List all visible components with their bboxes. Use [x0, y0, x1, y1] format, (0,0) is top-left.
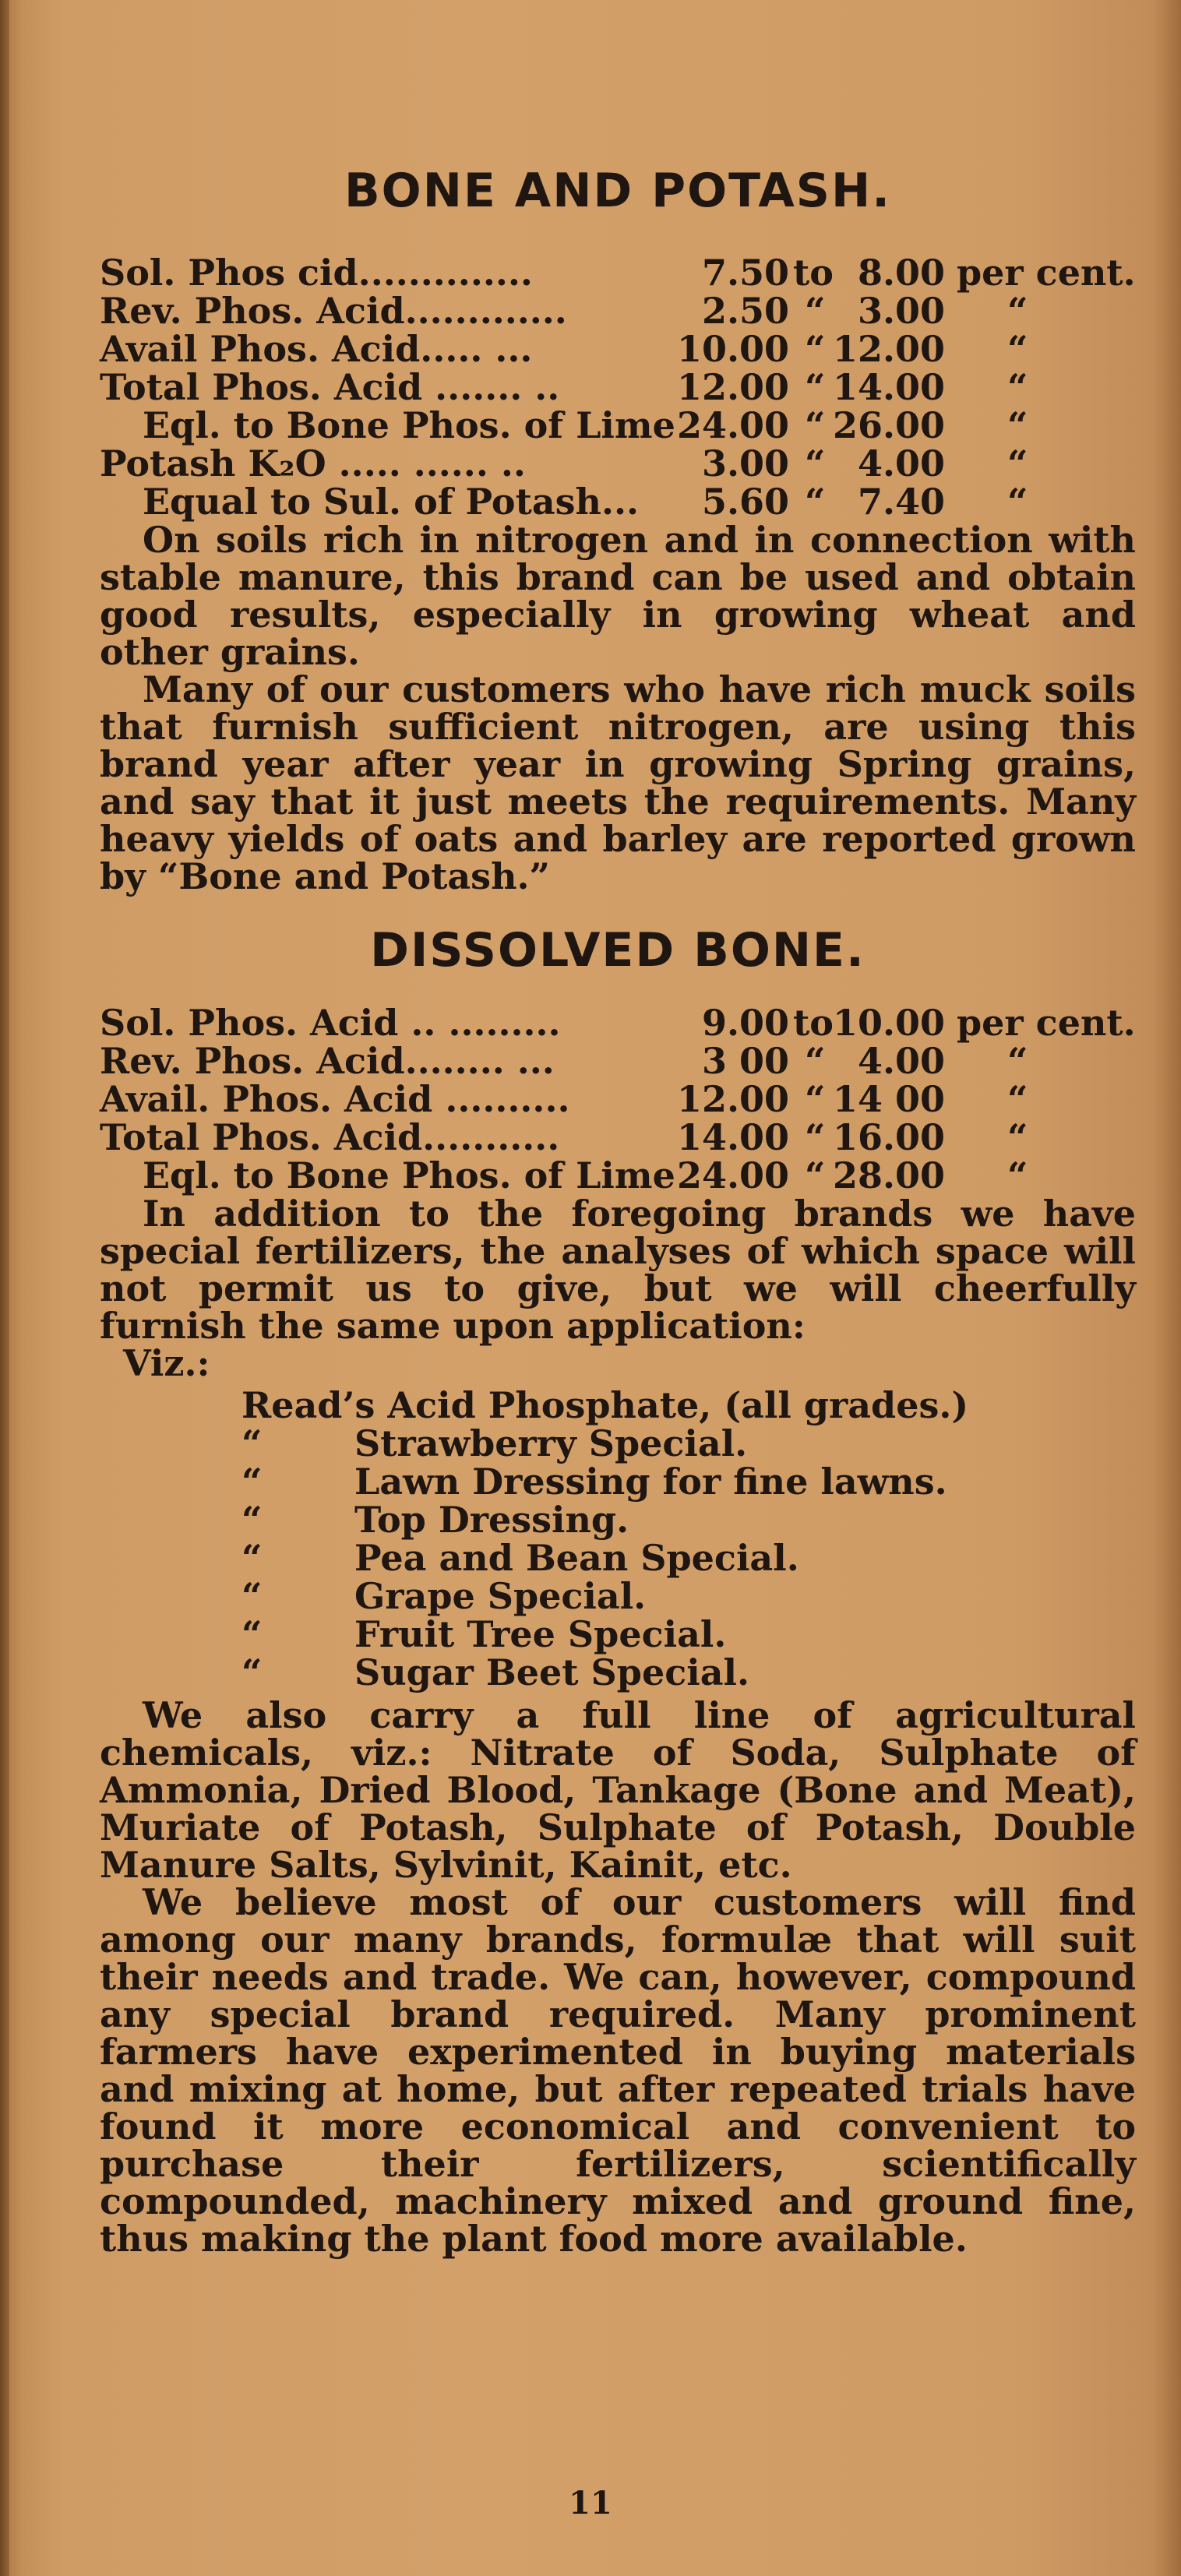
analysis-max-value: 7.40: [857, 481, 945, 523]
analysis-label: Equal to Sul. of Potash...: [143, 481, 640, 523]
list-item-text: Top Dressing.: [354, 1499, 629, 1541]
list-item-text: Pea and Bean Special.: [354, 1537, 799, 1579]
analysis-label: Sol. Phos. Acid .. .........: [100, 1002, 561, 1044]
analysis-label: Sol. Phos cid..............: [100, 252, 533, 294]
analysis-separator: “: [805, 366, 826, 408]
analysis-separator: “: [805, 1116, 826, 1158]
ditto-mark: “: [241, 1499, 263, 1541]
paragraph: We also carry a full line of agricultural chemicals, viz.: Nitrate of Soda, Sulphate of Ammonia, Dried Blood, Tankage (Bone and Meat), Muriate of Potash, Sulphate of Potash, Double Manure Salts, Sylvinit, Kainit, etc.: [100, 1694, 1136, 1886]
analysis-min-value: 10.00: [676, 328, 789, 370]
page-content: [100, 164, 1136, 2260]
analysis-unit: “: [1007, 328, 1028, 370]
list-item-text: Sugar Beet Special.: [354, 1651, 749, 1693]
analysis-label: Avail. Phos. Acid ..........: [100, 1078, 570, 1120]
analysis-row: [100, 1154, 1136, 1196]
bone-potash-heading: BONE AND POTASH.: [344, 164, 892, 218]
bone-potash-analysis-table: [100, 254, 1136, 521]
analysis-row: [100, 292, 1136, 330]
list-item: [241, 1539, 1136, 1577]
analysis-label: Avail Phos. Acid..... ...: [100, 328, 533, 370]
analysis-unit: “: [1007, 1116, 1028, 1158]
viz-label: Viz.:: [123, 1342, 210, 1384]
analysis-max-value: 16.00: [832, 1116, 945, 1158]
list-item-text: Read’s Acid Phosphate, (all grades.): [241, 1384, 969, 1426]
analysis-row: [100, 1004, 1136, 1042]
analysis-row: [100, 1042, 1136, 1080]
analysis-label: Total Phos. Acid...........: [100, 1116, 560, 1158]
analysis-unit: “: [1007, 404, 1028, 446]
analysis-min-value: 12.00: [676, 366, 789, 408]
analysis-separator: “: [805, 1078, 826, 1120]
analysis-separator: “: [805, 442, 826, 485]
analysis-row: [100, 1080, 1136, 1119]
analysis-row: [100, 368, 1136, 407]
analysis-min-value: 3 00: [701, 1040, 789, 1082]
analysis-min-value: 3.00: [701, 442, 789, 485]
list-item-text: Strawberry Special.: [354, 1422, 748, 1464]
analysis-row: [100, 404, 1136, 446]
special-fertilizer-list: [241, 1384, 1136, 1693]
analysis-unit: per cent.: [957, 1002, 1136, 1044]
analysis-row: [100, 330, 1136, 368]
ditto-mark: “: [241, 1613, 263, 1655]
ditto-mark: “: [241, 1651, 263, 1693]
analysis-label: Eql. to Bone Phos. of Lime: [143, 1154, 675, 1196]
analysis-unit: “: [1007, 442, 1028, 485]
list-item: [241, 1422, 1136, 1464]
ditto-mark: “: [241, 1575, 263, 1617]
paragraph: We believe most of our customers will find among our many brands, formulæ that will suit their needs and trade. We can, however, compound any special brand required. Many prominent farmers have experimented in buying materials and mixing at home, but after repeated trials have found it more economical and convenient to purchase their fertilizers, scientifically compounded, machinery mixed and ground fine, thus making the plant food more available.: [100, 1881, 1136, 2260]
analysis-min-value: 24.00: [676, 1154, 789, 1196]
dissolved-bone-analysis-table: [100, 1004, 1136, 1195]
bone-potash-text: [100, 521, 1136, 895]
analysis-max-value: 10.00: [832, 1002, 945, 1044]
analysis-unit: “: [1007, 1040, 1028, 1082]
list-item: [241, 1613, 1136, 1655]
page-spine-edge: [0, 0, 9, 2576]
analysis-max-value: 8.00: [857, 252, 945, 294]
analysis-min-value: 12.00: [676, 1078, 789, 1120]
analysis-unit: “: [1007, 290, 1028, 332]
analysis-separator: “: [805, 481, 826, 523]
page-number: 11: [569, 2485, 612, 2521]
analysis-max-value: 14 00: [832, 1078, 945, 1120]
analysis-separator: “: [805, 1154, 826, 1196]
analysis-unit: “: [1007, 366, 1028, 408]
analysis-max-value: 4.00: [857, 442, 945, 485]
dissolved-bone-heading: DISSOLVED BONE.: [370, 923, 865, 978]
list-item-text: Grape Special.: [354, 1575, 647, 1617]
analysis-min-value: 7.50: [701, 252, 789, 294]
analysis-row: [100, 483, 1136, 521]
list-item: [241, 1501, 1136, 1539]
analysis-unit: “: [1007, 481, 1028, 523]
paragraph: On soils rich in nitrogen and in connection with stable manure, this brand can be used and obtain good results, especially in growing wheat and other grains.: [100, 519, 1136, 673]
analysis-label: Potash K₂O ..... ...... ..: [100, 442, 526, 485]
analysis-min-value: 2.50: [701, 290, 789, 332]
analysis-max-value: 3.00: [857, 290, 945, 332]
analysis-max-value: 4.00: [857, 1040, 945, 1082]
analysis-max-value: 28.00: [832, 1154, 945, 1196]
analysis-separator: “: [805, 328, 826, 370]
analysis-unit: per cent.: [957, 252, 1136, 294]
analysis-separator: “: [805, 290, 826, 332]
analysis-row: [100, 254, 1136, 292]
analysis-max-value: 14.00: [832, 366, 945, 408]
ditto-mark: “: [241, 1461, 263, 1503]
analysis-min-value: 24.00: [676, 404, 789, 446]
analysis-min-value: 5.60: [701, 481, 789, 523]
closing-text: [100, 1694, 1136, 2260]
analysis-label: Rev. Phos. Acid.............: [100, 290, 567, 332]
list-item: [241, 1651, 1136, 1693]
list-item: [241, 1577, 1136, 1616]
analysis-min-value: 14.00: [676, 1116, 789, 1158]
analysis-min-value: 9.00: [701, 1002, 789, 1044]
analysis-unit: “: [1007, 1154, 1028, 1196]
analysis-row: [100, 1116, 1136, 1158]
analysis-max-value: 12.00: [832, 328, 945, 370]
analysis-separator: to: [793, 1002, 834, 1044]
analysis-unit: “: [1007, 1078, 1028, 1120]
list-item: [241, 1463, 1136, 1501]
analysis-separator: to: [793, 252, 834, 294]
analysis-max-value: 26.00: [832, 404, 945, 446]
analysis-label: Rev. Phos. Acid........ ...: [100, 1040, 555, 1082]
analysis-separator: “: [805, 404, 826, 446]
analysis-label: Eql. to Bone Phos. of Lime: [143, 404, 675, 446]
analysis-label: Total Phos. Acid ....... ..: [100, 366, 560, 408]
paragraph: In addition to the foregoing brands we have special fertilizers, the analyses of which space will not permit us to give, but we will cheerfully furnish the same upon application:: [100, 1193, 1136, 1347]
ditto-mark: “: [241, 1537, 263, 1579]
analysis-separator: “: [805, 1040, 826, 1082]
ditto-mark: “: [241, 1422, 263, 1464]
list-item-text: Fruit Tree Special.: [354, 1613, 727, 1655]
analysis-row: [100, 442, 1136, 485]
paragraph: Many of our customers who have rich muck soils that furnish sufficient nitrogen, are using this brand year after year in growing Spring grains, and say that it just meets the requirements. Many heavy yields of oats and barley are reported grown by “Bone and Potash.”: [100, 668, 1136, 897]
list-item-text: Lawn Dressing for fine lawns.: [354, 1461, 947, 1503]
list-item: [241, 1384, 1136, 1426]
